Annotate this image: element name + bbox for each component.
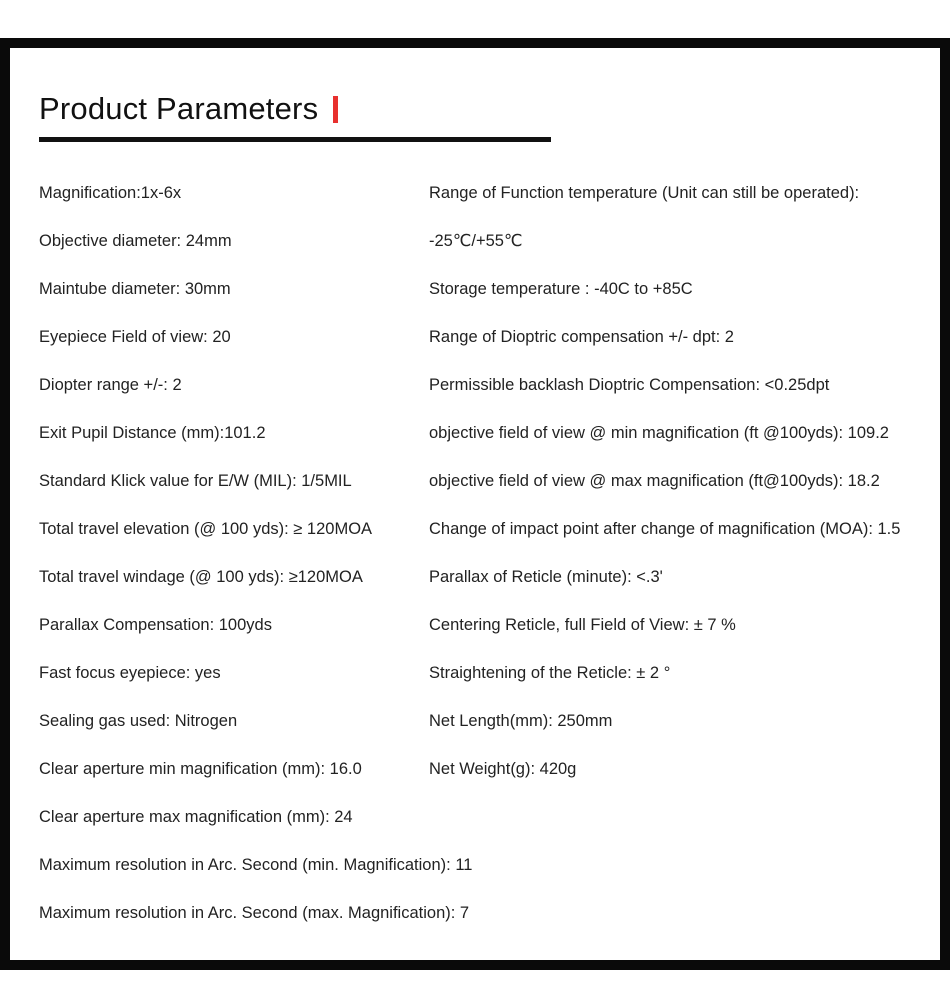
title-accent-bar bbox=[333, 96, 338, 123]
param-item: Range of Dioptric compensation +/- dpt: 2 bbox=[429, 328, 734, 346]
param-item: Clear aperture max magnification (mm): 24 bbox=[39, 808, 353, 826]
param-item: Parallax of Reticle (minute): <.3' bbox=[429, 568, 663, 586]
page-title: Product Parameters bbox=[39, 91, 319, 126]
param-item: Storage temperature : -40C to +85C bbox=[429, 280, 693, 298]
param-item: objective field of view @ min magnification (ft @100yds): 109.2 bbox=[429, 424, 889, 442]
param-item: Range of Function temperature (Unit can still be operated): bbox=[429, 184, 860, 202]
parameters-left-column bbox=[39, 169, 473, 937]
param-item: Straightening of the Reticle: ± 2 ° bbox=[429, 664, 671, 682]
param-item: Magnification:1x-6x bbox=[39, 184, 182, 202]
param-item: Change of impact point after change of magnification (MOA): 1.5 bbox=[429, 520, 901, 538]
param-item: Parallax Compensation: 100yds bbox=[39, 616, 272, 634]
param-item: Permissible backlash Dioptric Compensation: <0.25dpt bbox=[429, 376, 830, 394]
param-item: Net Length(mm): 250mm bbox=[429, 712, 613, 730]
param-item: Diopter range +/-: 2 bbox=[39, 376, 182, 394]
param-item: Exit Pupil Distance (mm):101.2 bbox=[39, 424, 266, 442]
param-item: Sealing gas used: Nitrogen bbox=[39, 712, 238, 730]
param-item: Fast focus eyepiece: yes bbox=[39, 664, 221, 682]
param-item: Total travel windage (@ 100 yds): ≥120MOA bbox=[39, 568, 363, 586]
param-item: Net Weight(g): 420g bbox=[429, 760, 577, 778]
parameters-right-column bbox=[429, 169, 944, 793]
title-row bbox=[39, 89, 338, 129]
param-item: Objective diameter: 24mm bbox=[39, 232, 232, 250]
param-item: Eyepiece Field of view: 20 bbox=[39, 328, 231, 346]
param-item: Maximum resolution in Arc. Second (max. Magnification): 7 bbox=[39, 904, 470, 922]
param-item: Maintube diameter: 30mm bbox=[39, 280, 231, 298]
param-item: objective field of view @ max magnification (ft@100yds): 18.2 bbox=[429, 472, 880, 490]
title-underline bbox=[39, 137, 551, 142]
param-item: -25℃/+55℃ bbox=[429, 232, 523, 250]
param-item: Total travel elevation (@ 100 yds): ≥ 120MOA bbox=[39, 520, 373, 538]
param-item: Centering Reticle, full Field of View: ± 7 % bbox=[429, 616, 736, 634]
param-item: Clear aperture min magnification (mm): 16.0 bbox=[39, 760, 362, 778]
param-item: Standard Klick value for E/W (MIL): 1/5MIL bbox=[39, 472, 352, 490]
param-item: Maximum resolution in Arc. Second (min. Magnification): 11 bbox=[39, 856, 473, 874]
